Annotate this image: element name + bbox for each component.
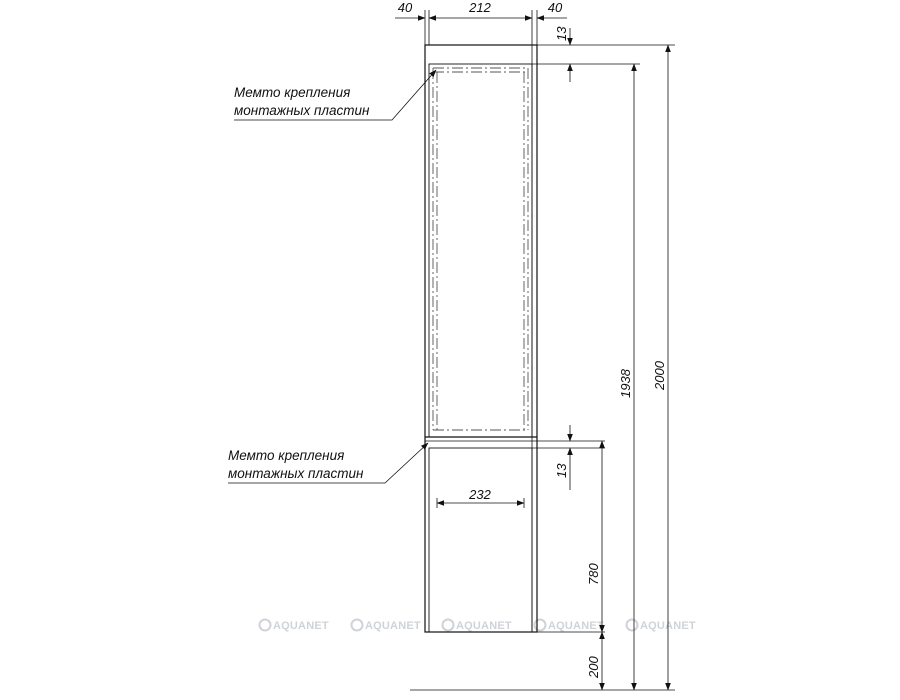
lower-mount-note-line1: Мемто крепления (228, 448, 345, 463)
dim-total-height: 2000 (652, 361, 667, 390)
lower-mount-note (228, 443, 428, 483)
watermark-1 (260, 620, 329, 633)
upper-mount-note-line2: монтажных пластин (234, 103, 370, 118)
aquanet-logo-icon (535, 620, 546, 631)
watermark-text: AQUANET (365, 620, 421, 632)
mount-offset-dimension (532, 425, 605, 490)
aquanet-logo-icon (443, 620, 454, 631)
dim-top-inner-width: 212 (469, 0, 491, 15)
aquanet-logo-icon (260, 620, 271, 631)
dim-lower-inner-width: 232 (469, 487, 491, 502)
dim-floor-gap: 200 (586, 656, 601, 678)
watermark-text: AQUANET (640, 620, 696, 632)
lower-mount-note-line2: монтажных пластин (228, 466, 364, 481)
top-width-dimensions (395, 10, 567, 45)
cabinet-frame (425, 45, 537, 632)
lower-height-dimensions (410, 441, 675, 690)
watermark-text: AQUANET (456, 620, 512, 632)
dim-mount-offset: 13 (554, 463, 569, 478)
aquanet-logo-icon (627, 620, 638, 631)
aquanet-logo-icon (352, 620, 363, 631)
watermark-4 (535, 620, 604, 633)
dim-top-offset: 13 (554, 26, 569, 41)
upper-mount-note (234, 70, 436, 120)
watermark-text: AQUANET (548, 620, 604, 632)
dim-top-right-width: 40 (547, 0, 563, 15)
watermark-text: AQUANET (273, 620, 329, 632)
dim-lower-height: 780 (586, 563, 601, 585)
dim-inner-height: 1938 (618, 369, 633, 398)
watermark-row (260, 620, 696, 633)
cabinet-outline (425, 45, 537, 632)
watermark-2 (352, 620, 421, 633)
watermark-3 (443, 620, 512, 633)
watermark-5 (627, 620, 696, 633)
hidden-lines (433, 68, 528, 430)
lower-door-panel (429, 448, 532, 632)
dim-top-left-width: 40 (397, 0, 413, 15)
upper-glass-door (429, 64, 532, 437)
upper-mount-note-line1: Мемто крепления (234, 85, 351, 100)
